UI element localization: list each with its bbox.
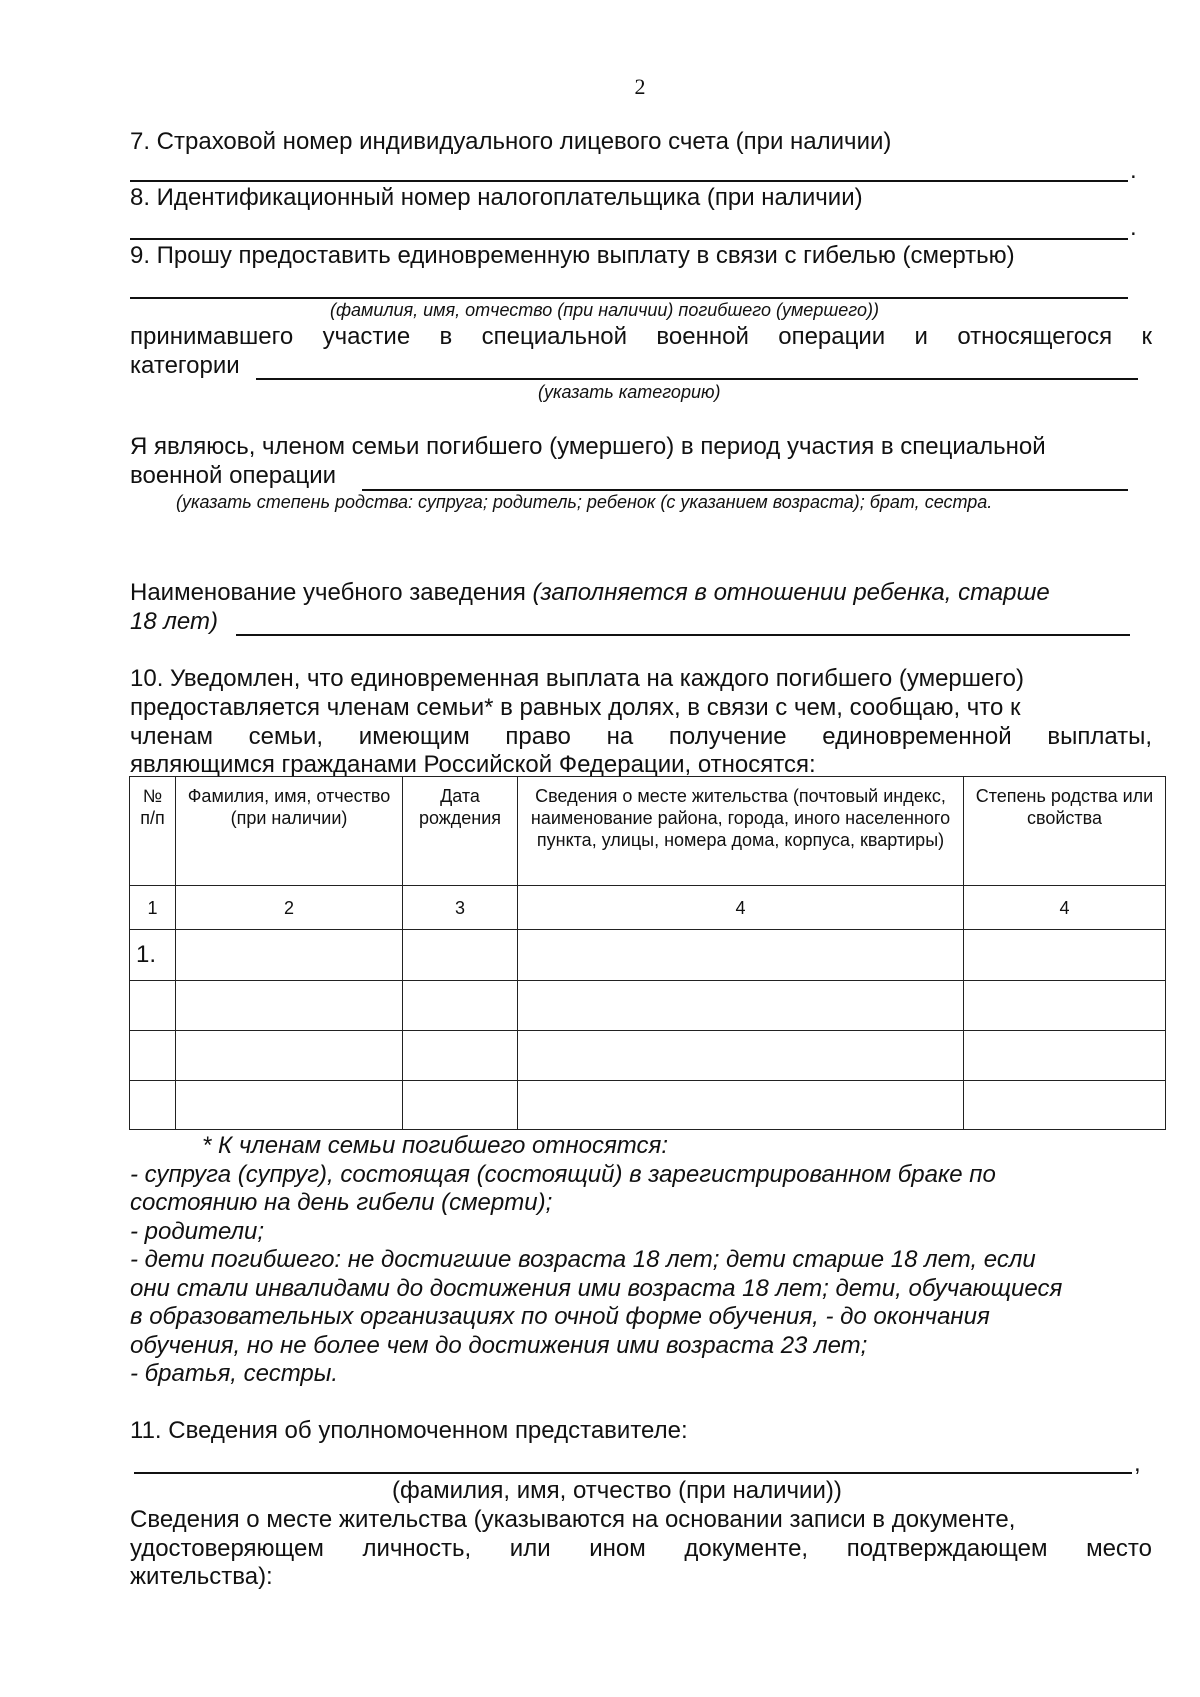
table-cell[interactable]: [964, 981, 1166, 1031]
column-number-4: 4: [518, 886, 964, 930]
table-row: [130, 1081, 1166, 1130]
table-cell[interactable]: [176, 1081, 403, 1130]
footnote-line: в образовательных организациях по очной форме обучения, - до окончания: [130, 1303, 990, 1330]
table-cell[interactable]: [130, 981, 176, 1031]
table-cell[interactable]: [964, 1031, 1166, 1081]
table-cell[interactable]: [964, 1081, 1166, 1130]
item-11-title: 11. Сведения об уполномоченном представителе:: [130, 1417, 688, 1444]
school-line-1: Наименование учебного заведения (заполняется в отношении ребенка, старше: [130, 579, 1050, 606]
family-member-line-1: Я являюсь, членом семьи погибшего (умершего) в период участия в специальной: [130, 433, 1046, 460]
table-cell[interactable]: [403, 981, 518, 1031]
footnote-line: они стали инвалидами до достижения ими возраста 18 лет; дети, обучающиеся: [130, 1275, 1063, 1302]
footnote-line: - дети погибшего: не достигшие возраста 18 лет; дети старше 18 лет, если: [130, 1246, 1036, 1273]
item-9-category-caption: (указать категорию): [538, 382, 721, 402]
table-cell[interactable]: [403, 930, 518, 981]
item-11-name-caption: (фамилия, имя, отчество (при наличии)): [392, 1477, 842, 1504]
item-10-line-4: являющимся гражданами Российской Федерации, относятся:: [130, 751, 816, 778]
header-relationship: Степень родства или свойства: [964, 777, 1166, 886]
header-residence: Сведения о месте жительства (почтовый индекс, наименование района, города, иного населенного пункта, улицы, номера дома, корпуса, квартиры): [518, 777, 964, 886]
footnote-line: - супруга (супруг), состоящая (состоящий) в зарегистрированном браке по: [130, 1161, 996, 1188]
column-number-2: 2: [176, 886, 403, 930]
table-row: [130, 981, 1166, 1031]
table-row: [130, 1031, 1166, 1081]
item-9-category-fill-line[interactable]: [256, 378, 1138, 380]
header-full-name: Фамилия, имя, отчество (при наличии): [176, 777, 403, 886]
table-cell[interactable]: [518, 981, 964, 1031]
table-cell[interactable]: [403, 1081, 518, 1130]
table-cell[interactable]: [403, 1031, 518, 1081]
row-1-number: 1.: [130, 930, 176, 981]
column-number-5: 4: [964, 886, 1166, 930]
item-10-line-2: предоставляется членам семьи* в равных долях, в связи с чем, сообщаю, что к: [130, 694, 1021, 721]
family-member-caption: (указать степень родства: супруга; родитель; ребенок (с указанием возраста); брат, сестра.: [176, 492, 993, 512]
header-birth-date: Дата рождения: [403, 777, 518, 886]
table-cell[interactable]: [518, 1031, 964, 1081]
item-8-period: .: [1130, 214, 1137, 241]
page-number: 2: [634, 74, 646, 99]
table-cell[interactable]: [130, 1081, 176, 1130]
table-cell[interactable]: [176, 981, 403, 1031]
footnote-line: состоянию на день гибели (смерти);: [130, 1189, 553, 1216]
table-cell[interactable]: [176, 930, 403, 981]
school-fill-line[interactable]: [236, 634, 1130, 636]
item-7-label: 7. Страховой номер индивидуального лицевого счета (при наличии): [130, 128, 892, 155]
item-11-comma: ,: [1134, 1450, 1141, 1477]
item-10-line-1: 10. Уведомлен, что единовременная выплата на каждого погибшего (умершего): [130, 665, 1024, 692]
item-11-residence-line-3: жительства):: [130, 1563, 273, 1590]
item-8-label: 8. Идентификационный номер налогоплательщика (при наличии): [130, 184, 863, 211]
footnote-line: - братья, сестры.: [130, 1360, 339, 1387]
table-cell[interactable]: [518, 930, 964, 981]
column-number-3: 3: [403, 886, 518, 930]
item-7-fill-line[interactable]: [130, 180, 1128, 182]
footnote-title: * К членам семьи погибшего относятся:: [202, 1132, 668, 1159]
footnote-line: - родители;: [130, 1218, 265, 1245]
column-number-1: 1: [130, 886, 176, 930]
table-header-row: [130, 777, 1166, 886]
family-members-table: [129, 776, 1166, 1130]
item-7-period: .: [1130, 157, 1137, 184]
item-11-name-fill-line[interactable]: [134, 1472, 1132, 1474]
table-cell[interactable]: [518, 1081, 964, 1130]
item-9-name-caption: (фамилия, имя, отчество (при наличии) погибшего (умершего)): [330, 300, 879, 320]
footnote-line: обучения, но не более чем до достижения ими возраста 23 лет;: [130, 1332, 868, 1359]
item-11-residence-line-1: Сведения о месте жительства (указываются на основании записи в документе,: [130, 1506, 1016, 1533]
item-9-participation-line: принимавшего участие в специальной военной операции и относящегося к: [130, 323, 1153, 350]
table-cell[interactable]: [130, 1031, 176, 1081]
item-9-label: 9. Прошу предоставить единовременную выплату в связи с гибелью (смертью): [130, 242, 1015, 269]
item-11-residence-line-2: удостоверяющем личность, или ином документе, подтверждающем место: [130, 1535, 1152, 1562]
table-column-number-row: [130, 886, 1166, 930]
table-cell[interactable]: [176, 1031, 403, 1081]
table-cell[interactable]: [964, 930, 1166, 981]
table-row: [130, 930, 1166, 981]
item-10-line-3: членам семьи, имеющим право на получение единовременной выплаты,: [130, 723, 1153, 750]
header-number: № п/п: [130, 777, 176, 886]
item-9-category-label: категории: [130, 352, 240, 379]
item-8-fill-line[interactable]: [130, 238, 1128, 240]
family-member-line-2: военной операции: [130, 462, 337, 489]
school-line-2: 18 лет): [130, 608, 218, 635]
